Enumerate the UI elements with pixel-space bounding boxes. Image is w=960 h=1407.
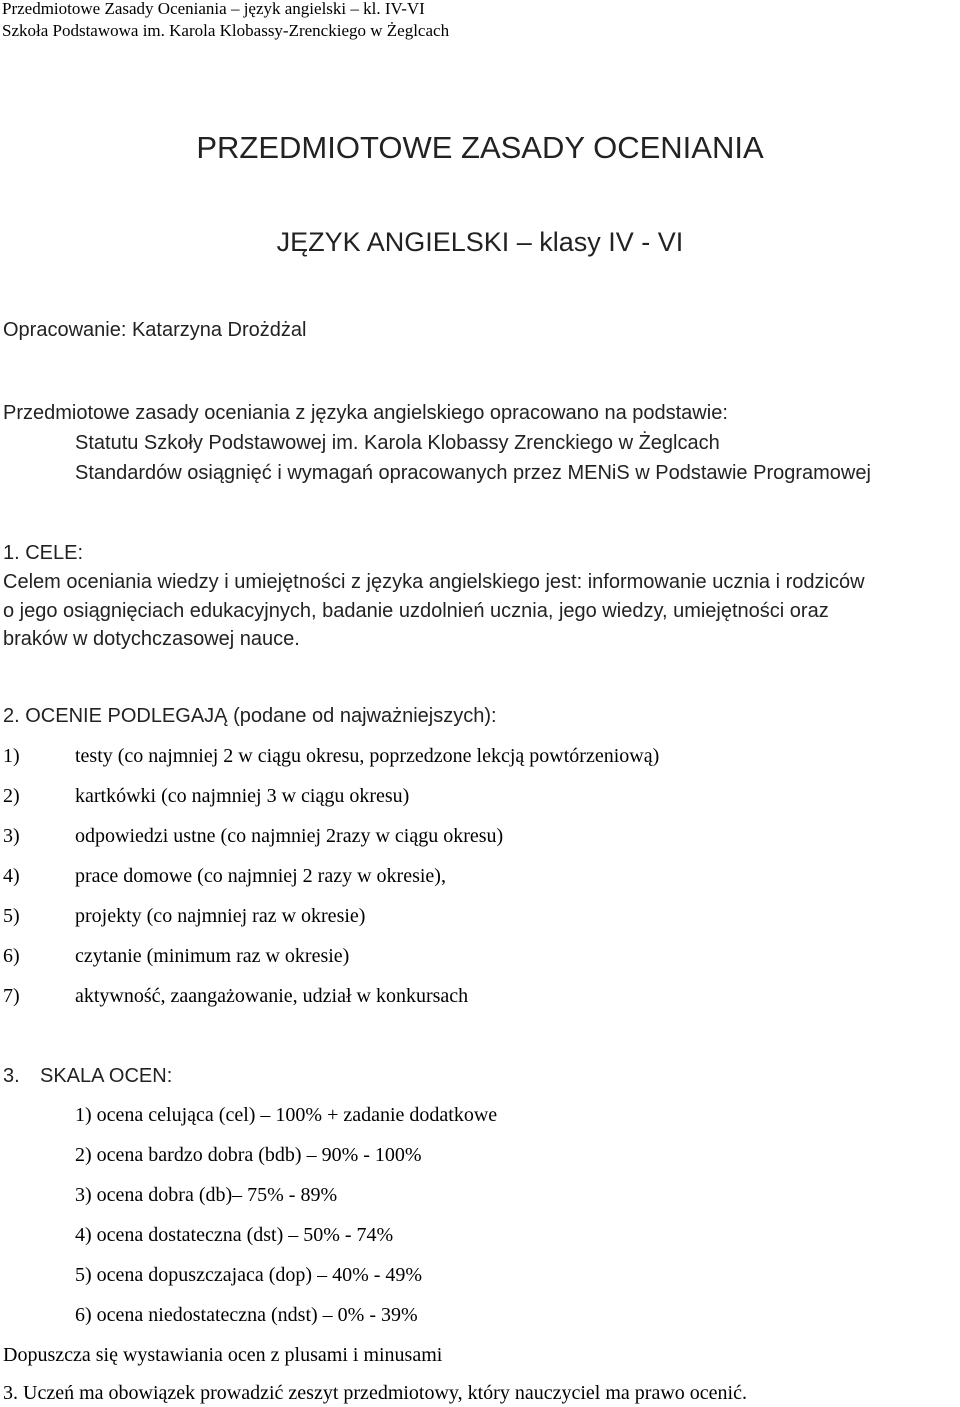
list-item-text: testy (co najmniej 2 w ciągu okresu, poprzedzone lekcją powtórzeniową) xyxy=(75,745,660,767)
list-item-number: 1) xyxy=(3,745,20,767)
basis-item-2: Standardów osiągnięć i wymagań opracowanych przez MENiS w Podstawie Programowej xyxy=(75,462,871,484)
list-item-text: czytanie (minimum raz w okresie) xyxy=(75,945,350,967)
page-subtitle: JĘZYK ANGIELSKI – klasy IV - VI xyxy=(276,227,684,257)
list-item-number: 6) xyxy=(3,945,20,967)
list-item xyxy=(0,986,960,1010)
note-plus-minus: Dopuszcza się wystawiania ocen z plusami i minusami xyxy=(3,1344,443,1366)
grade-item: 2) ocena bardzo dobra (bdb) – 90% - 100% xyxy=(75,1144,422,1166)
list-item xyxy=(0,826,960,850)
scale-heading xyxy=(0,1066,960,1090)
list-item-number: 2) xyxy=(3,785,20,807)
list-item-number: 3) xyxy=(3,825,20,847)
basis-item-1: Statutu Szkoły Podstawowej im. Karola Klobassy Zrenckiego w Żeglcach xyxy=(75,432,720,454)
list-item-text: aktywność, zaangażowanie, udział w konkursach xyxy=(75,985,469,1007)
basis-intro: Przedmiotowe zasady oceniania z języka angielskiego opracowano na podstawie: xyxy=(3,402,728,424)
scale-heading-text: SKALA OCEN: xyxy=(40,1065,173,1087)
list-item-number: 4) xyxy=(3,865,20,887)
list-item-number: 7) xyxy=(3,985,20,1007)
header-line-2: Szkoła Podstawowa im. Karola Klobassy-Zrenckiego w Żeglcach xyxy=(2,21,450,40)
grade-item: 3) ocena dobra (db)– 75% - 89% xyxy=(75,1184,338,1206)
list-item xyxy=(0,786,960,810)
list-item xyxy=(0,906,960,930)
header-line-1: Przedmiotowe Zasady Oceniania – język angielski – kl. IV-VI xyxy=(2,0,425,18)
list-item xyxy=(0,866,960,890)
goals-line-2: o jego osiągnięciach edukacyjnych, badanie uzdolnień ucznia, jego wiedzy, umiejętności oraz xyxy=(3,600,829,622)
list-item-number: 5) xyxy=(3,905,20,927)
grade-item: 4) ocena dostateczna (dst) – 50% - 74% xyxy=(75,1224,394,1246)
grade-item: 5) ocena dopuszczajaca (dop) – 40% - 49% xyxy=(75,1264,423,1286)
author-line: Opracowanie: Katarzyna Drożdżal xyxy=(3,319,307,341)
list-item-text: projekty (co najmniej raz w okresie) xyxy=(75,905,366,927)
goals-heading: 1. CELE: xyxy=(3,542,84,564)
grade-item: 6) ocena niedostateczna (ndst) – 0% - 39% xyxy=(75,1304,418,1326)
list-item-text: prace domowe (co najmniej 2 razy w okresie), xyxy=(75,865,446,887)
list-item xyxy=(0,746,960,770)
note-notebook: 3. Uczeń ma obowiązek prowadzić zeszyt przedmiotowy, który nauczyciel ma prawo ocenić. xyxy=(3,1382,747,1404)
list-item-text: kartkówki (co najmniej 3 w ciągu okresu) xyxy=(75,785,410,807)
list-item xyxy=(0,946,960,970)
list-item-text: odpowiedzi ustne (co najmniej 2razy w ciągu okresu) xyxy=(75,825,504,847)
scale-heading-number: 3. xyxy=(3,1065,20,1087)
assessed-heading: 2. OCENIE PODLEGAJĄ (podane od najważniejszych): xyxy=(3,705,497,727)
goals-line-1: Celem oceniania wiedzy i umiejętności z języka angielskiego jest: informowanie ucznia i rodziców xyxy=(3,571,865,593)
page-title: PRZEDMIOTOWE ZASADY OCENIANIA xyxy=(196,130,764,165)
grade-item: 1) ocena celująca (cel) – 100% + zadanie dodatkowe xyxy=(75,1104,498,1126)
goals-line-3: braków w dotychczasowej nauce. xyxy=(3,628,300,650)
